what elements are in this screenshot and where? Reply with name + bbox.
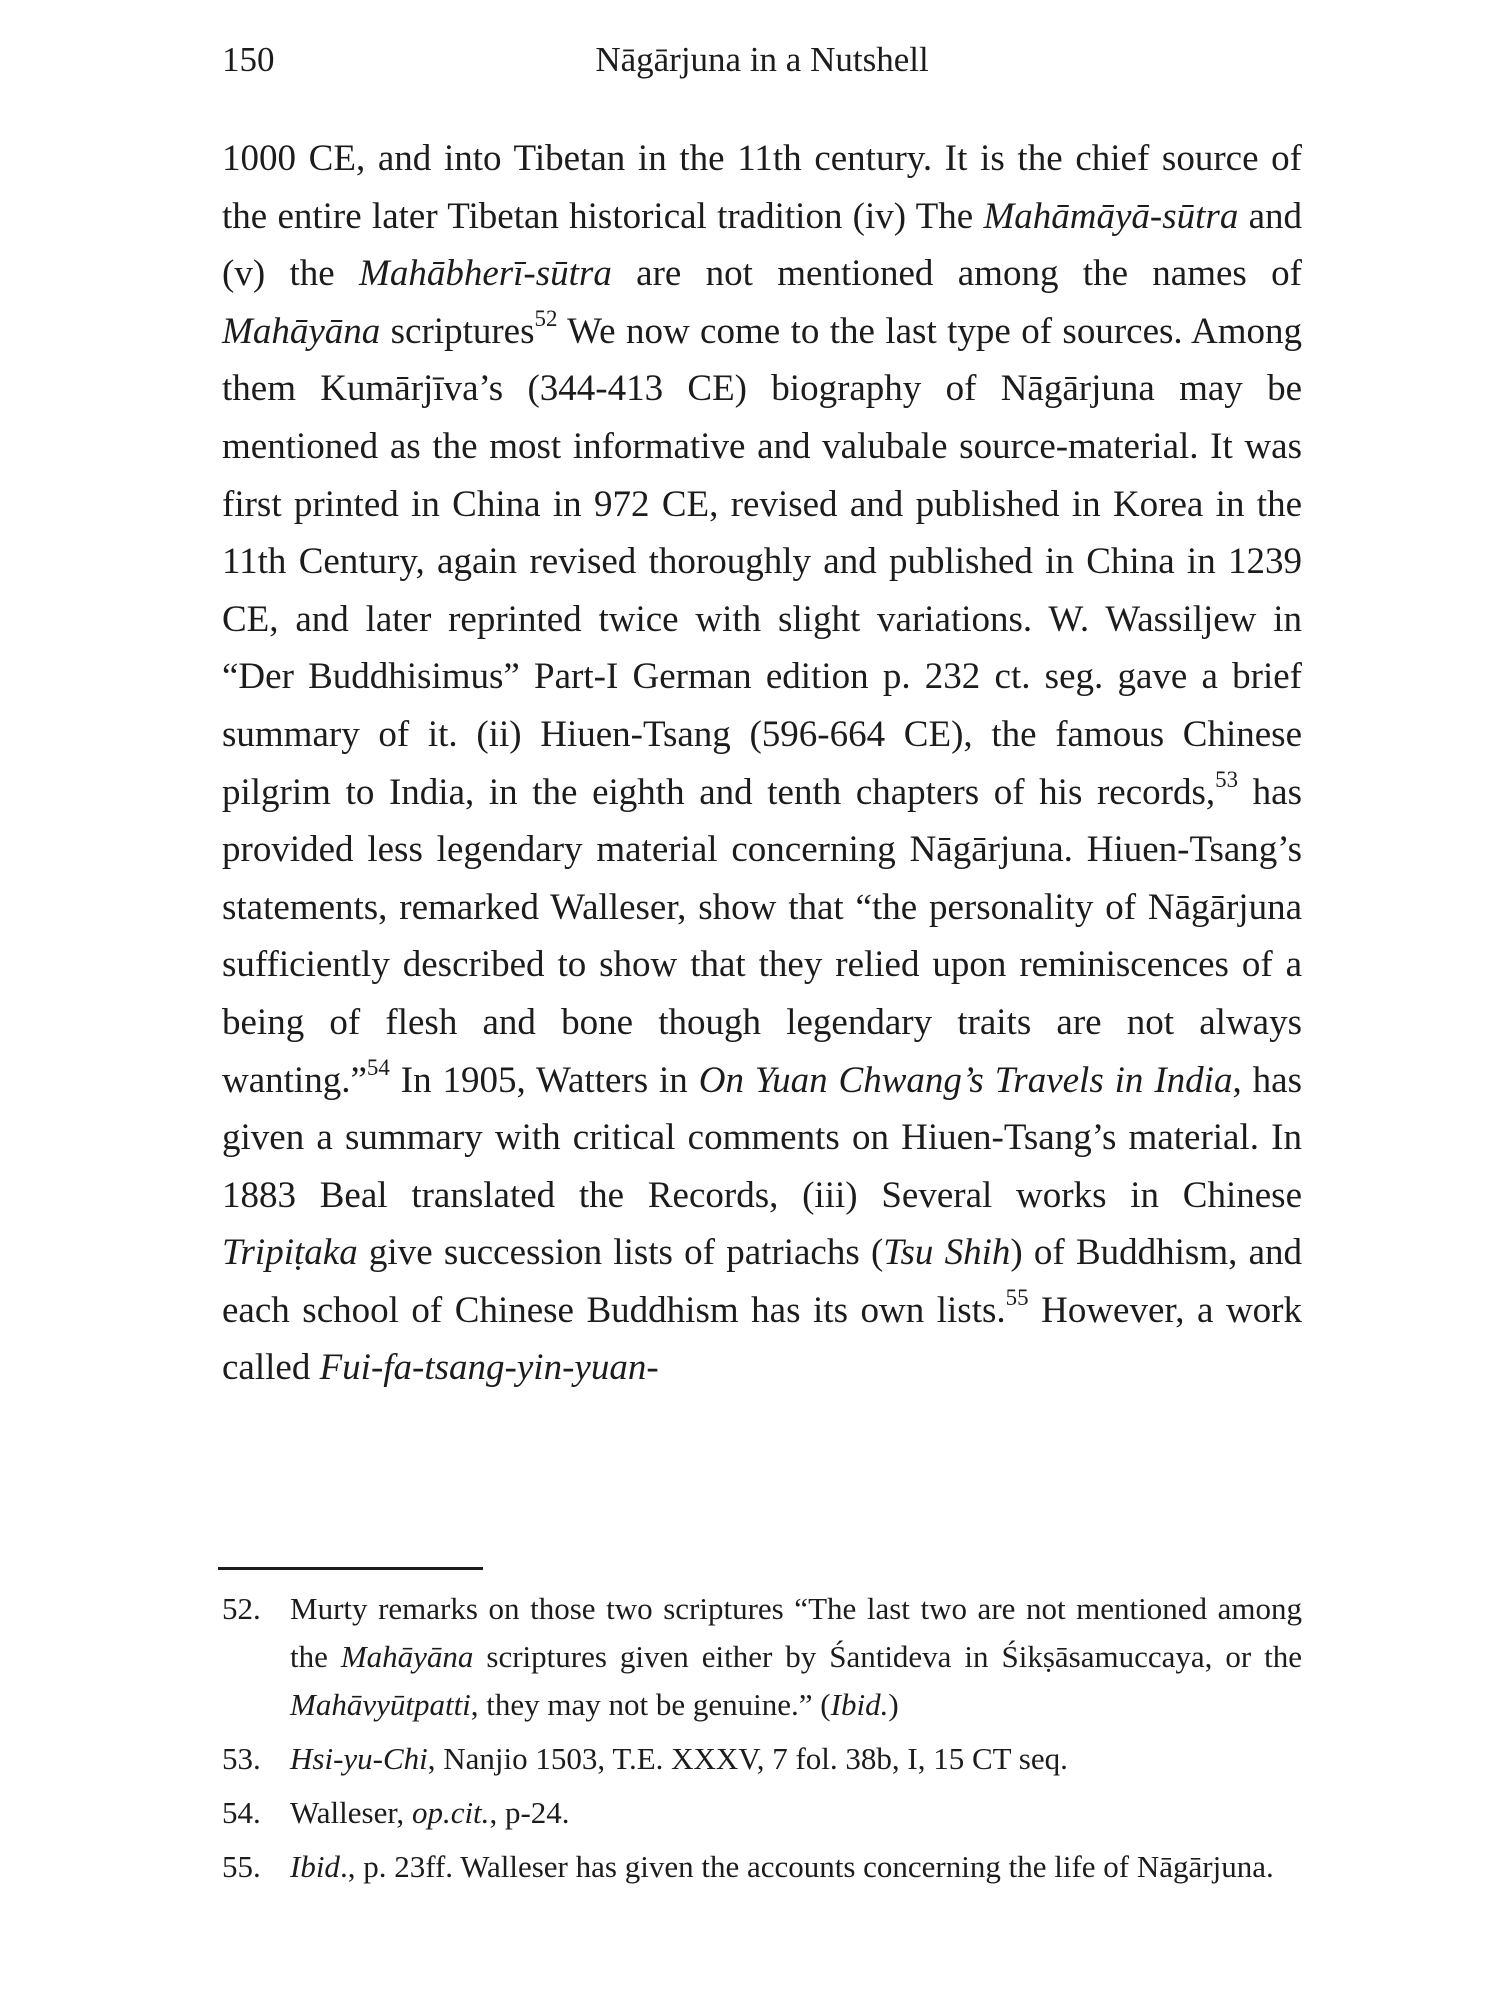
- footnote-55: [222, 1843, 1302, 1891]
- text-run: , has given a summary with critical comments on Hiuen-Tsang’s material. In 1883 Beal translated the Records, (iii) Several works in Chinese: [222, 1059, 1302, 1216]
- text-run: , p-24.: [489, 1795, 570, 1830]
- running-head: [222, 40, 1302, 90]
- footnote-text: [290, 1795, 570, 1830]
- page-number: 150: [222, 40, 275, 79]
- footnote-divider: [218, 1567, 483, 1570]
- footnote-52: [222, 1585, 1302, 1729]
- footnote-text: [290, 1591, 1302, 1722]
- running-title: Nāgārjuna in a Nutshell: [595, 40, 929, 79]
- footnote-list: [222, 1585, 1302, 1897]
- footnote-number: 55.: [222, 1849, 261, 1884]
- footnote-54: [222, 1789, 1302, 1837]
- italic-title-watters: On Yuan Chwang’s Travels in India: [698, 1059, 1233, 1101]
- italic-term: op.cit.: [411, 1795, 490, 1830]
- body-paragraph: [222, 130, 1302, 1397]
- italic-term: Hsi-yu-Chi: [290, 1741, 428, 1776]
- footnote-ref-52[interactable]: 52: [534, 305, 558, 331]
- text-run: and (v) the: [222, 195, 1302, 295]
- footnote-ref-54[interactable]: 54: [366, 1054, 390, 1080]
- text-run: ., p. 23ff. Walleser has given the accounts concerning the life of Nāgārjuna.: [339, 1849, 1274, 1884]
- footnote-ref-53[interactable]: 53: [1215, 766, 1239, 792]
- italic-term-tsu-shih: Tsu Shih: [883, 1232, 1011, 1274]
- text-run: has provided less legendary material concerning Nāgārjuna. Hiuen-Tsang’s statements, remarked Walleser, show that “the personality of Nāgārjuna sufficiently described to show that they relied upon reminiscences of a being of flesh and bone though legendary traits are not always wanting.”: [222, 771, 1303, 1101]
- text-run: In 1905, Watters in: [389, 1059, 699, 1101]
- text-run: However, a work called: [222, 1289, 1302, 1389]
- text-run: ): [888, 1687, 899, 1722]
- footnote-53: [222, 1735, 1302, 1783]
- text-run: ) of Buddhism, and each school of Chinese Buddhism has its own lists.: [222, 1232, 1302, 1331]
- italic-term: Ibid.: [830, 1687, 889, 1722]
- italic-term: Mahāvyūtpatti: [290, 1687, 471, 1722]
- text-run: scriptures: [380, 310, 535, 352]
- footnote-number: 54.: [222, 1795, 261, 1830]
- footnote-text: [290, 1741, 1068, 1776]
- italic-term: Ibid: [290, 1849, 340, 1884]
- italic-term-mahayana: Mahāyāna: [222, 310, 381, 352]
- italic-title-mahamaya-sutra: Mahāmāyā-sūtra: [983, 195, 1239, 237]
- footnote-number: 52.: [222, 1591, 261, 1626]
- footnote-text: [290, 1849, 1274, 1884]
- text-run: scriptures given either by Śantideva in Śikṣāsamuccaya, or the: [473, 1639, 1302, 1674]
- footnote-ref-55[interactable]: 55: [1005, 1284, 1029, 1310]
- text-run: , they may not be genuine.” (: [470, 1687, 831, 1722]
- text-run: We now come to the last type of sources. Among them Kumārjīva’s (344-413 CE) biography of Nāgārjuna may be mentioned as the most informative and valubale source-material. It was first printed in China in 972 CE, revised and published in Korea in the 11th Century, again revised thoroughly and published in China in 1239 CE, and later reprinted twice with slight variations. W. Wassiljew in “Der Buddhisimus” Part-I German edition p. 232 ct. seg. gave a brief summary of it. (ii) Hiuen-Tsang (596-664 CE), the famous Chinese pilgrim to India, in the eighth and tenth chapters of his records,: [222, 310, 1302, 813]
- text-run: give succession lists of patriachs (: [357, 1232, 884, 1274]
- footnote-number: 53.: [222, 1741, 261, 1776]
- italic-term: Mahāyāna: [340, 1639, 474, 1674]
- italic-term-tripitaka: Tripiṭaka: [222, 1232, 358, 1274]
- text-run: are not mentioned among the names of: [611, 253, 1302, 295]
- text-run: Walleser,: [290, 1795, 412, 1830]
- text-run: Murty remarks on those two scriptures “The last two are not mentioned among the: [290, 1591, 1302, 1674]
- text-run: , Nanjio 1503, T.E. XXXV, 7 fol. 38b, I, 15 CT seq.: [427, 1741, 1068, 1776]
- italic-title-mahabheri-sutra: Mahābherī-sūtra: [359, 253, 612, 295]
- text-run: 1000 CE, and into Tibetan in the 11th century. It is the chief source of the entire later Tibetan historical tradition (iv) The: [222, 138, 1302, 237]
- italic-title-fui-fa-tsang: Fui-fa-tsang-yin-yuan-: [319, 1347, 659, 1389]
